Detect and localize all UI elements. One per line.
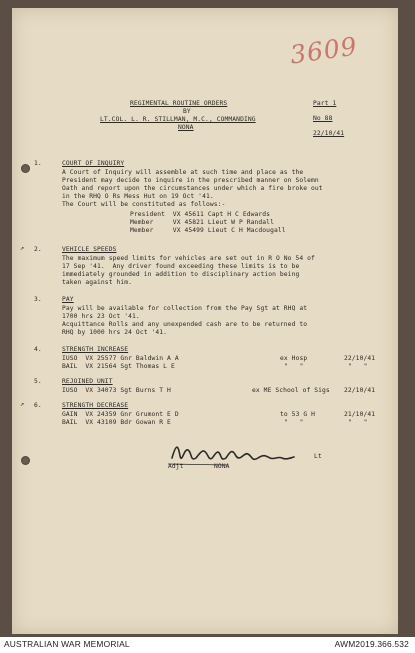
strength-row-date: " ": [348, 363, 368, 370]
orders-date: 22/10/41: [313, 130, 345, 137]
signature-unit: NONA: [214, 463, 230, 470]
orders-unit: NONA: [178, 124, 194, 131]
orders-title: REGIMENTAL ROUTINE ORDERS: [130, 100, 228, 107]
section-heading-court-of-inquiry: COURT OF INQUIRY: [62, 160, 125, 167]
section-number: 3.: [34, 296, 42, 303]
section-heading-pay: PAY: [62, 296, 74, 303]
section-line: taken against him.: [62, 279, 133, 286]
court-member: Member VX 45499 Lieut C H Macdougall: [130, 227, 286, 234]
orders-commander: LT.COL. L. R. STILLMAN, M.C., COMMANDING: [100, 116, 256, 123]
signature-image: [168, 438, 308, 468]
section-line: 17 Sep '41. Any driver found exceeding these limits is to be: [62, 263, 300, 270]
section-line: in the RHQ O Rs Mess Hut on 19 Oct '41.: [62, 193, 214, 200]
section-line: A Court of Inquiry will assemble at such time and place as the: [62, 169, 304, 176]
section-line: The maximum speed limits for vehicles are set out in R O No 54 of: [62, 255, 315, 262]
handwritten-number: 3609: [288, 31, 360, 70]
court-member: Member VX 45821 Lieut W P Randall: [130, 219, 274, 226]
section-number: 6.: [34, 402, 42, 409]
section-heading-rejoined-unit: REJOINED UNIT: [62, 378, 113, 385]
document-page: [12, 8, 398, 634]
strength-row-entry: IUSO VX 34073 Sgt Burns T H: [62, 387, 171, 394]
section-line: Acquittance Rolls and any unexpended cash are to be returned to: [62, 321, 308, 328]
section-number: 4.: [34, 346, 42, 353]
section-line: RHQ by 1000 hrs 24 Oct '41.: [62, 329, 168, 336]
signature-rank: Lt: [314, 453, 322, 460]
footer-institution: AUSTRALIAN WAR MEMORIAL: [4, 639, 130, 649]
section-heading-strength-decrease: STRENGTH DECREASE: [62, 402, 129, 409]
footer-accession-number: AWM2019.366.532: [334, 639, 409, 649]
margin-arrow-icon: ↗: [20, 244, 25, 252]
section-heading-strength-increase: STRENGTH INCREASE: [62, 346, 129, 353]
signature-role: Adjt: [168, 463, 184, 470]
orders-number: No 88: [313, 115, 333, 122]
strength-row-date: 22/10/41: [344, 355, 376, 362]
strength-row-entry: BAIL VX 43109 Bdr Gowan R E: [62, 419, 171, 426]
orders-part: Part 1: [313, 100, 337, 107]
strength-row-detail: " ": [284, 419, 304, 426]
strength-row-date: 21/10/41: [344, 411, 376, 418]
section-line: immediately grounded in addition to disciplinary action being: [62, 271, 300, 278]
section-line: The Court will be constituted as follows:-: [62, 201, 226, 208]
orders-by: BY: [183, 108, 191, 115]
section-line: Oath and report upon the circumstances under which a fire broke out: [62, 185, 323, 192]
punch-hole: [21, 456, 30, 465]
strength-row-detail: ex Hosp: [280, 355, 308, 362]
margin-arrow-icon: ↗: [20, 400, 25, 408]
strength-row-entry: BAIL VX 21564 Sgt Thomas L E: [62, 363, 175, 370]
strength-row-date: " ": [348, 419, 368, 426]
section-heading-vehicle-speeds: VEHICLE SPEEDS: [62, 246, 117, 253]
section-number: 2.: [34, 246, 42, 253]
section-line: President may decide to inquire in the prescribed manner on Solemn: [62, 177, 319, 184]
section-line: Pay will be available for collection from the Pay Sgt at RHQ at: [62, 305, 308, 312]
strength-row-detail: " ": [284, 363, 304, 370]
strength-row-detail: to 53 G H: [280, 411, 316, 418]
strength-row-entry: IUSO VX 25577 Gnr Baldwin A A: [62, 355, 179, 362]
section-number: 5.: [34, 378, 42, 385]
strength-row-date: 22/10/41: [344, 387, 376, 394]
section-number: 1.: [34, 160, 42, 167]
strength-row-detail: ex ME School of Sigs: [252, 387, 330, 394]
punch-hole: [21, 164, 30, 173]
court-member: President VX 45611 Capt H C Edwards: [130, 211, 271, 218]
section-line: 1700 hrs 23 Oct '41.: [62, 313, 140, 320]
strength-row-entry: GAIN VX 24359 Gnr Grumont E D: [62, 411, 179, 418]
